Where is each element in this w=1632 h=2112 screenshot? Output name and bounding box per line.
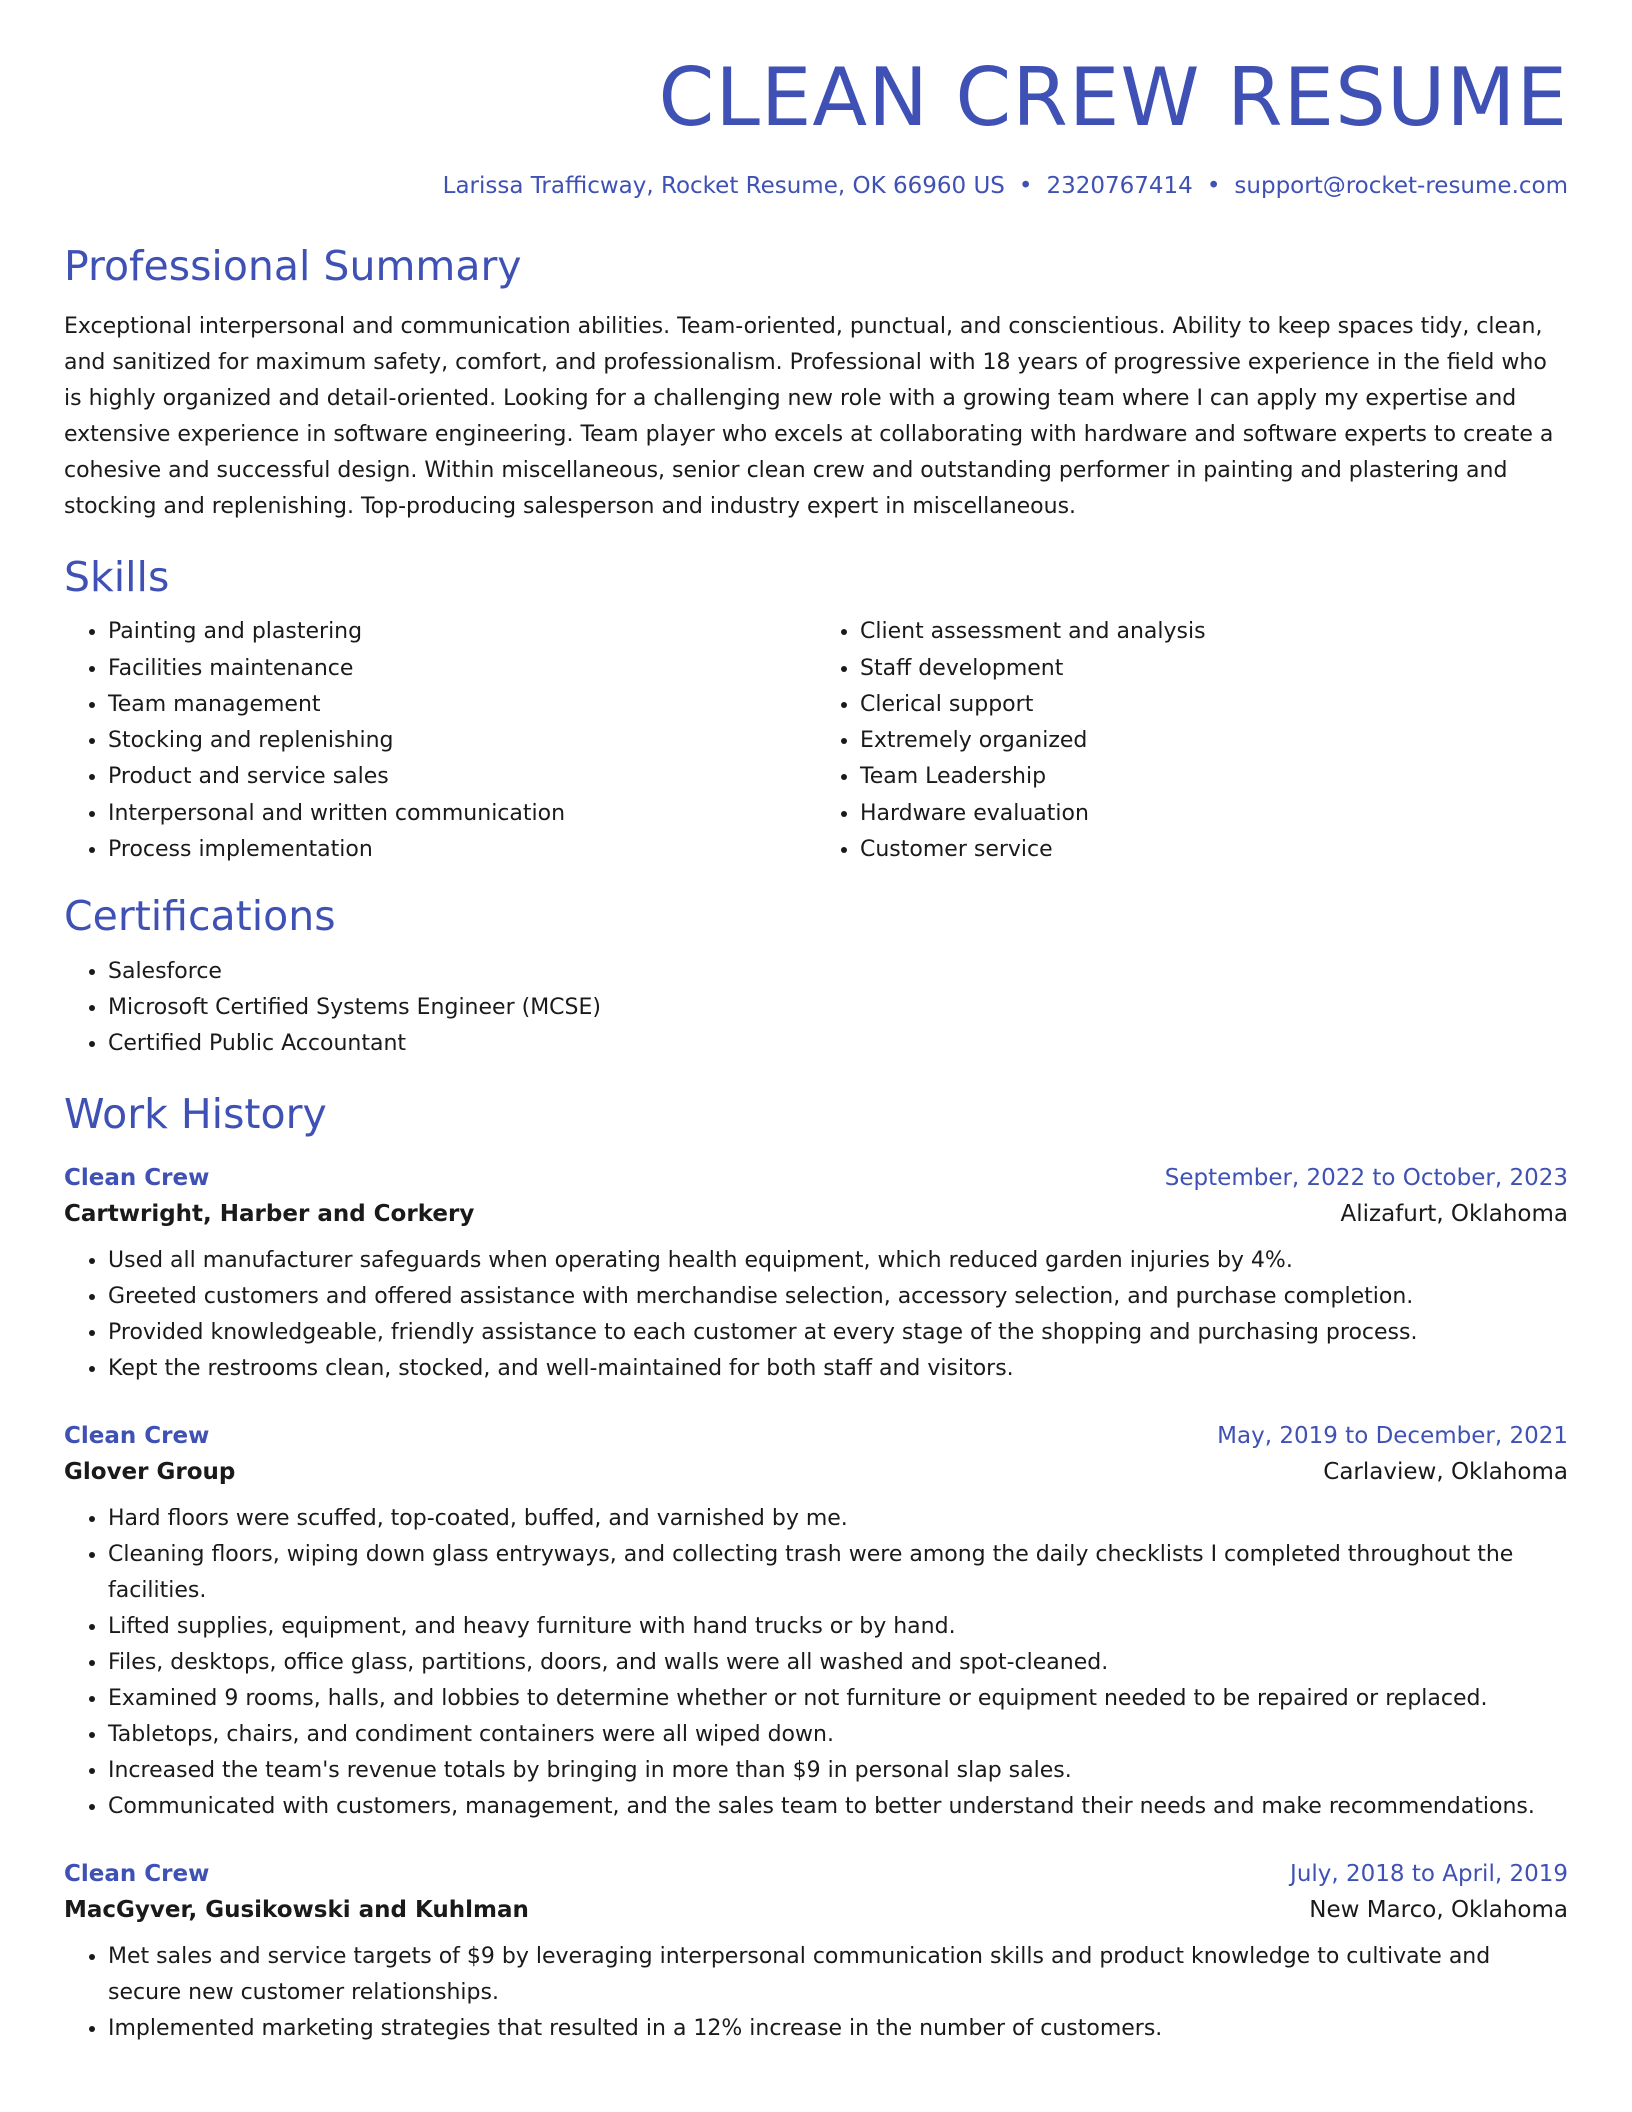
job-bullet: • Implemented marketing strategies that resulted in a 12% increase in the number of customers. xyxy=(108,2011,1568,2047)
job-header xyxy=(64,1423,1568,1449)
job-header xyxy=(64,1861,1568,1887)
skill-item: • Painting and plastering xyxy=(108,614,816,650)
summary-heading: Professional Summary xyxy=(64,241,522,290)
job-bullet: • Lifted supplies, equipment, and heavy furniture with hand trucks or by hand. xyxy=(108,1609,1568,1645)
contact-address: Larissa Trafficway, Rocket Resume, OK 66960 US xyxy=(442,173,1005,199)
job-bullet: • Examined 9 rooms, halls, and lobbies to determine whether or not furniture or equipment needed to be repaired or replaced. xyxy=(108,1681,1568,1717)
job-bullet: • Communicated with customers, management, and the sales team to better understand their needs and make recommendations. xyxy=(108,1789,1568,1825)
job-bullet: • Increased the team's revenue totals by bringing in more than $9 in personal slap sales. xyxy=(108,1753,1568,1789)
skill-item: • Team Leadership xyxy=(860,759,1568,795)
work-history-heading: Work History xyxy=(64,1089,327,1138)
skill-item: • Facilities maintenance xyxy=(108,651,816,687)
skills-list-right xyxy=(816,614,1568,868)
skill-item: • Stocking and replenishing xyxy=(108,723,816,759)
skill-item: • Extremely organized xyxy=(860,723,1568,759)
job-dates: May, 2019 to December, 2021 xyxy=(1217,1422,1568,1449)
contact-email: support@rocket-resume.com xyxy=(1234,173,1568,199)
contact-phone: 2320767414 xyxy=(1046,173,1193,199)
resume-title: CLEAN CREW RESUME xyxy=(658,51,1568,144)
skill-item: • Hardware evaluation xyxy=(860,796,1568,832)
contact-separator: • xyxy=(1018,173,1033,199)
skills-grid xyxy=(64,614,1568,868)
skill-item: • Team management xyxy=(108,687,816,723)
job-bullet: • Used all manufacturer safeguards when operating health equipment, which reduced garden injuries by 4%. xyxy=(108,1243,1568,1279)
job-title: Clean Crew xyxy=(64,1164,210,1191)
job-bullet: • Kept the restrooms clean, stocked, and well-maintained for both staff and visitors. xyxy=(108,1351,1568,1387)
job-subheader xyxy=(64,1201,1568,1227)
contact-line xyxy=(64,172,1568,202)
job-bullets xyxy=(64,1501,1568,1825)
job-bullet: • Cleaning floors, wiping down glass entryways, and collecting trash were among the daily checklists I completed throughout the facilities. xyxy=(108,1537,1568,1609)
job-bullets xyxy=(64,1939,1568,2047)
job-bullets xyxy=(64,1243,1568,1387)
job-bullet: • Greeted customers and offered assistance with merchandise selection, accessory selection, and purchase completion. xyxy=(108,1279,1568,1315)
skills-list-left xyxy=(64,614,816,868)
job-subheader xyxy=(64,1897,1568,1923)
skill-item: • Clerical support xyxy=(860,687,1568,723)
certification-item: • Certified Public Accountant xyxy=(108,1026,1568,1062)
job-bullet: • Hard floors were scuffed, top-coated, buffed, and varnished by me. xyxy=(108,1501,1568,1537)
job-bullet: • Tabletops, chairs, and condiment containers were all wiped down. xyxy=(108,1717,1568,1753)
skill-item: • Interpersonal and written communication xyxy=(108,796,816,832)
job-company: Cartwright, Harber and Corkery xyxy=(64,1200,475,1227)
contact-separator: • xyxy=(1206,173,1221,199)
job-location: New Marco, Oklahoma xyxy=(1309,1896,1568,1923)
skill-item: • Client assessment and analysis xyxy=(860,614,1568,650)
job-title: Clean Crew xyxy=(64,1422,210,1449)
skill-item: • Customer service xyxy=(860,832,1568,868)
job-dates: September, 2022 to October, 2023 xyxy=(1164,1164,1568,1191)
job-company: MacGyver, Gusikowski and Kuhlman xyxy=(64,1896,529,1923)
job-dates: July, 2018 to April, 2019 xyxy=(1290,1860,1568,1887)
job-company: Glover Group xyxy=(64,1458,236,1485)
certifications-list xyxy=(64,954,1568,1062)
skill-item: • Product and service sales xyxy=(108,759,816,795)
summary-text: Exceptional interpersonal and communication abilities. Team-oriented, punctual, and conscientious. Ability to keep spaces tidy, clean, and sanitized for maximum safety, comfort, and professionalism. Professional with 18 years of progressive experience in the field who is highly organized and detail-oriented. Looking for a challenging new role with a growing team where I can apply my expertise and extensive experience in software engineering. Team player who excels at collaborating with hardware and software experts to create a cohesive and successful design. Within miscellaneous, senior clean crew and outstanding performer in painting and plastering and stocking and replenishing. Top-producing salesperson and industry expert in miscellaneous. xyxy=(64,314,1554,520)
job-location: Alizafurt, Oklahoma xyxy=(1340,1200,1568,1227)
certification-item: • Microsoft Certified Systems Engineer (MCSE) xyxy=(108,990,1568,1026)
job-entry xyxy=(64,1861,1568,2047)
job-subheader xyxy=(64,1459,1568,1485)
job-header xyxy=(64,1165,1568,1191)
job-entry xyxy=(64,1423,1568,1825)
job-bullet: • Files, desktops, office glass, partitions, doors, and walls were all washed and spot-cleaned. xyxy=(108,1645,1568,1681)
skills-heading: Skills xyxy=(64,553,170,602)
certifications-heading: Certifications xyxy=(64,892,336,941)
job-bullet: • Provided knowledgeable, friendly assistance to each customer at every stage of the shopping and purchasing process. xyxy=(108,1315,1568,1351)
skill-item: • Process implementation xyxy=(108,832,816,868)
certification-item: • Salesforce xyxy=(108,954,1568,990)
job-bullet: • Met sales and service targets of $9 by leveraging interpersonal communication skills and product knowledge to cultivate and secure new customer relationships. xyxy=(108,1939,1568,2011)
skill-item: • Staff development xyxy=(860,651,1568,687)
job-location: Carlaview, Oklahoma xyxy=(1323,1458,1568,1485)
job-entry xyxy=(64,1165,1568,1387)
job-title: Clean Crew xyxy=(64,1860,210,1887)
